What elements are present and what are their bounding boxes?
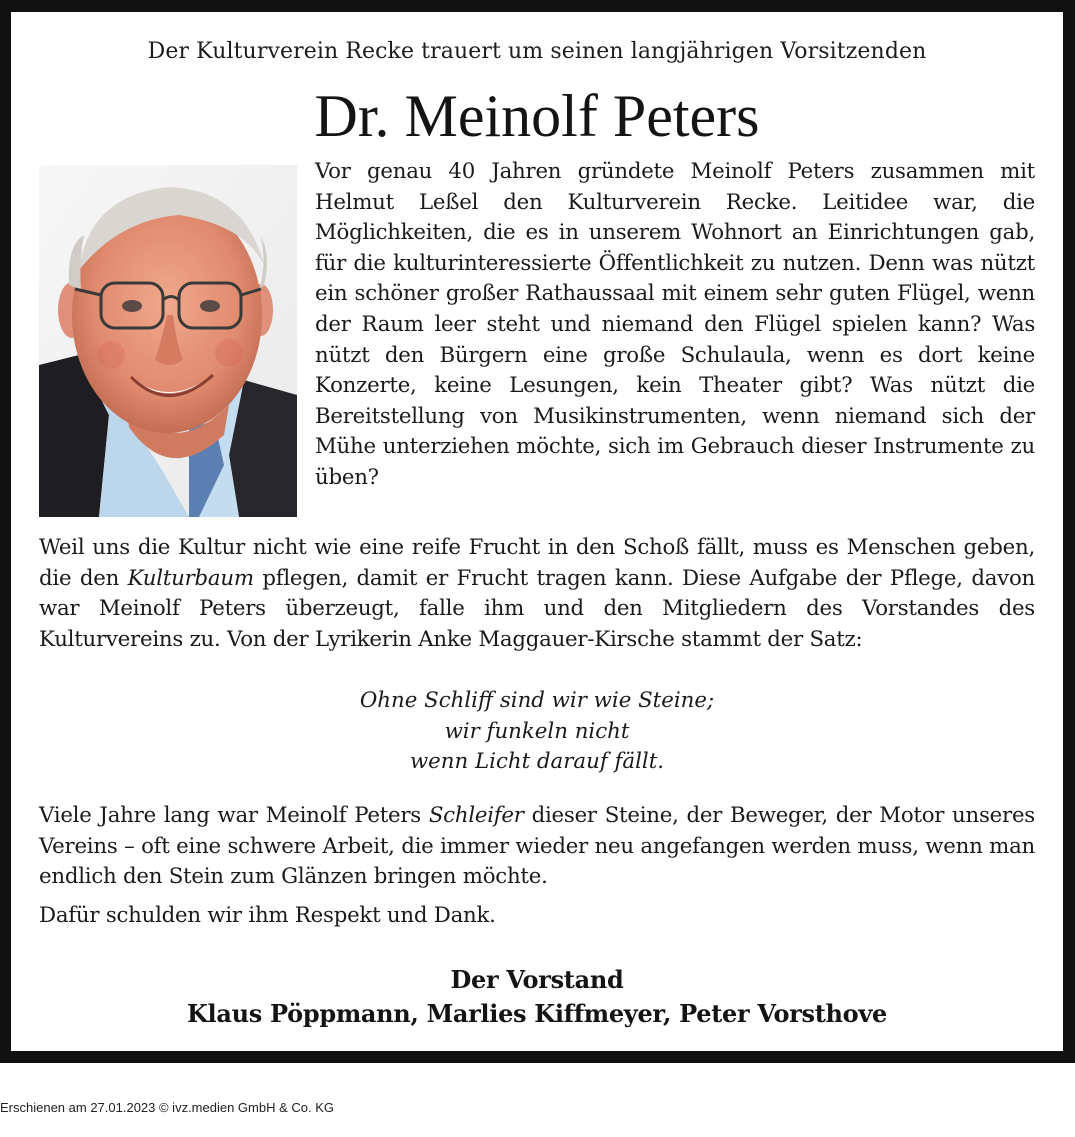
paragraph-schleifer-emphasis: Schleifer bbox=[428, 803, 524, 828]
obituary-notice bbox=[11, 12, 1063, 1051]
poem-line-3: wenn Licht darauf fällt. bbox=[409, 749, 665, 774]
publication-credit: Erschienen am 27.01.2023 © ivz.medien GmbH & Co. KG bbox=[0, 1100, 335, 1115]
portrait-photo bbox=[39, 165, 297, 517]
signature-title: Der Vorstand bbox=[450, 965, 624, 994]
portrait-illustration bbox=[39, 165, 297, 517]
poem-line-1: Ohne Schliff sind wir wie Steine; bbox=[359, 688, 715, 713]
paragraph-kulturbaum-part1: Weil uns die Kultur nicht wie eine reife Frucht in den Schoß fällt, muss es Menschen geben, die den bbox=[39, 535, 1035, 591]
paragraph-kulturbaum bbox=[39, 533, 1035, 655]
paragraph-kulturbaum-part2: pflegen, damit er Frucht tragen kann. Diese Aufgabe der Pflege, davon war Meinolf Peters überzeugt, falle ihm und den Mitgliedern des Vorstandes des Kulturvereins zu. Von der Lyrikerin Anke Maggauer-Kirsche stammt der Satz: bbox=[39, 565, 1035, 652]
paragraph-founding: Vor genau 40 Jahren gründete Meinolf Peters zusammen mit Helmut Leßel den Kulturverein Recke. Leitidee war, die Möglichkeiten, die es in unserem Wohnort an Einrichtungen gab, für die kulturinteressierte Öffentlichkeit zu nutzen. Denn was nützt ein schöner großer Rathaussaal mit einem sehr guten Flügel, wenn der Raum leer steht und niemand den Flügel spielen kann? Was nützt den Bürgern eine große Schulaula, wenn es dort keine Konzerte, keine Lesungen, kein Theater gibt? Was nützt die Bereitstellung von Musikinstrumenten, wenn niemand sich der Mühe unterziehen möchte, sich im Gebrauch dieser Instrumente zu üben? bbox=[315, 159, 1035, 490]
poem-quote bbox=[11, 686, 1063, 778]
poem-line-2: wir funkeln nicht bbox=[444, 718, 630, 744]
deceased-name: Dr. Meinolf Peters bbox=[314, 83, 760, 149]
paragraph-schleifer bbox=[39, 801, 1035, 893]
paragraph-kulturbaum-emphasis: Kulturbaum bbox=[127, 565, 254, 591]
signature-names: Klaus Pöppmann, Marlies Kiffmeyer, Peter Vorsthove bbox=[187, 999, 887, 1028]
paragraph-schleifer-part2: dieser Steine, der Beweger, der Motor unseres Vereins – oft eine schwere Arbeit, die immer wieder neu angefangen werden muss, wenn man endlich den Stein zum Glänzen bringen möchte. bbox=[39, 803, 1035, 890]
signature-block bbox=[11, 963, 1063, 1031]
paragraph-thanks: Dafür schulden wir ihm Respekt und Dank. bbox=[39, 903, 496, 928]
paragraph-schleifer-part1: Viele Jahre lang war Meinolf Peters bbox=[39, 803, 429, 828]
intro-line: Der Kulturverein Recke trauert um seinen langjährigen Vorsitzenden bbox=[147, 39, 927, 64]
